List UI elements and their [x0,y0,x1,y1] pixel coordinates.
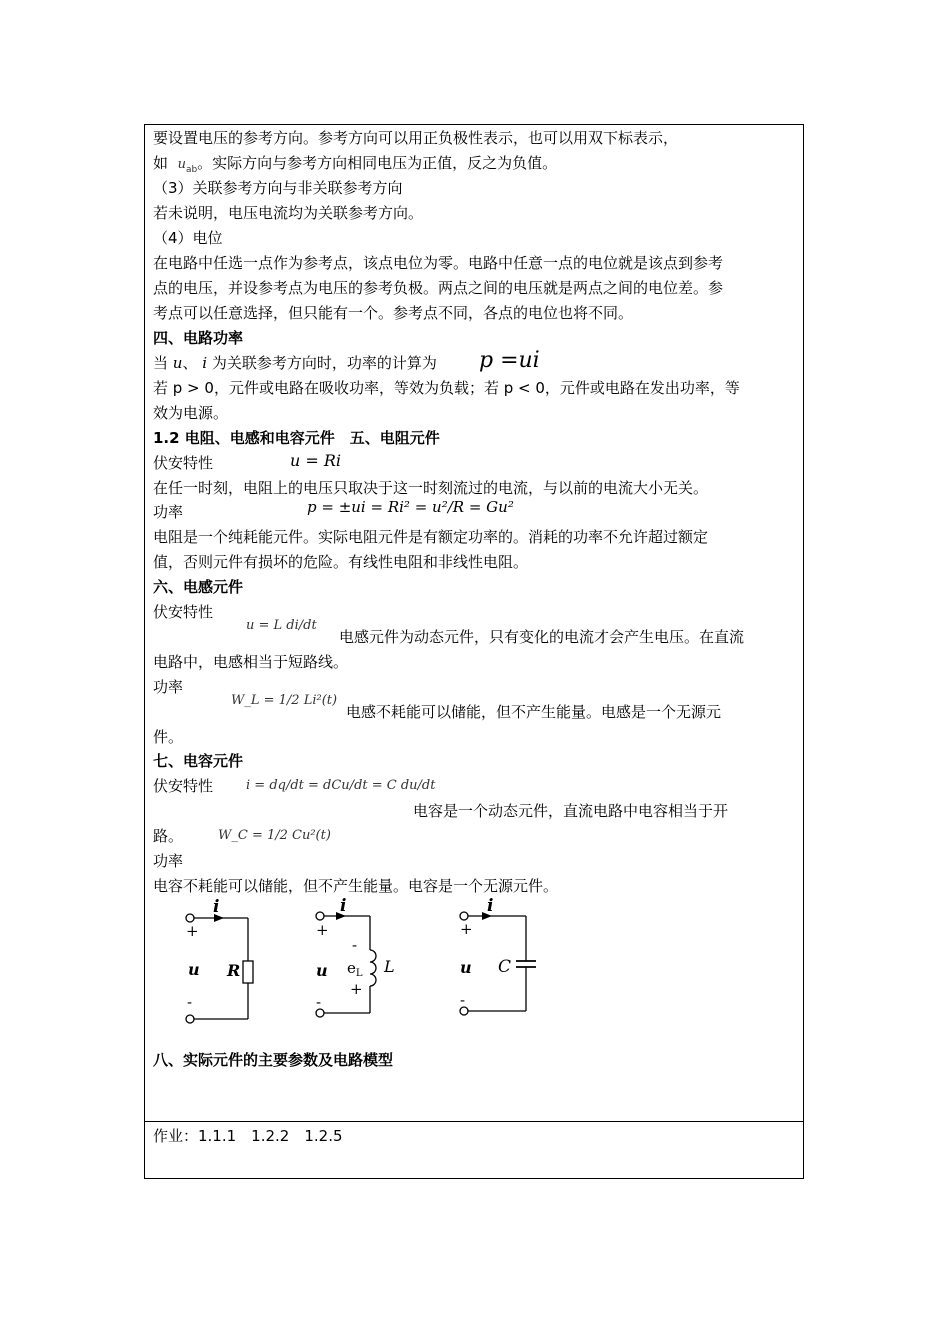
inductor-circuit [316,896,395,1017]
va-label: 伏安特性 [153,454,214,472]
text-line: 考点可以任意选择，但只能有一个。参考点不同，各点的电位也将不同。 [153,304,634,322]
section-heading-resistor: 1.2 电阻、电感和电容元件 五、电阻元件 [153,429,440,447]
section-heading-power: 四、电路功率 [153,329,244,347]
terminal-icon [460,912,468,920]
voltage-label: u [188,960,200,979]
power-label: 功率 [153,678,184,696]
capacitor-va-formula: i = dq/dt = dCu/dt = C du/dt [246,778,436,793]
text-line: 电容是一个动态元件，直流电路中电容相当于开 [413,802,729,820]
section-heading-models: 八、实际元件的主要参数及电路模型 [153,1051,394,1069]
subheading-4: （4）电位 [153,229,223,247]
text-line: 若未说明，电压电流均为关联参考方向。 [153,204,424,222]
section-heading-capacitor: 七、电容元件 [153,752,244,770]
terminal-icon [186,1015,194,1023]
minus-label: - [187,993,193,1011]
inductor-energy-formula: W_L = 1/2 Li²(t) [231,693,338,708]
va-label: 伏安特性 [153,603,214,621]
text-line: 效为电源。 [153,404,229,422]
inductor-va-formula: u = L di/dt [246,618,317,633]
minus-label: - [316,993,322,1011]
plus-label: + [316,921,329,939]
element-label: L [384,957,395,976]
text-line: 要设置电压的参考方向。参考方向可以用正负极性表示，也可以用双下标表示， [153,129,679,147]
capacitor-energy-formula: W_C = 1/2 Cu²(t) [218,828,331,843]
text-line: 在电路中任选一点作为参考点，该点电位为零。电路中任意一点的电位就是该点到参考 [153,254,724,272]
plus-label: + [460,920,473,938]
voltage-label: u [316,961,328,980]
text-line: 件。 [153,728,184,746]
capacitor-circuit [460,896,536,1015]
inductor-coil-icon [370,950,376,986]
text-line: 电感元件为动态元件，只有变化的电流才会产生电压。在直流 [339,628,745,646]
current-label: i [340,896,347,916]
homework-line: 作业：1.1.1 1.2.2 1.2.5 [153,1127,343,1145]
element-label: R [227,961,241,980]
va-label: 伏安特性 [153,777,214,795]
resistor-ohm-formula: u = Ri [290,451,342,470]
power-label: 功率 [153,503,184,521]
text-line: 在任一时刻，电阻上的电压只取决于这一时刻流过的电流，与以前的电流大小无关。 [153,479,709,497]
text-line: 电路中，电感相当于短路线。 [153,653,349,671]
current-label: i [213,897,220,917]
voltage-label: u [460,958,472,977]
minus-label: - [460,991,466,1009]
power-formula: p =ui [479,348,540,373]
emf-label: $e_L$ [347,959,363,979]
text-line: 若 p > 0，元件或电路在吸收功率，等效为负载；若 p < 0，元件或电路在发出功率，等 [153,379,740,397]
resistor-icon [243,961,253,983]
text-line: 当 u、 i 为关联参考方向时，功率的计算为 [153,354,437,372]
emf-plus-label: + [350,980,363,998]
emf-minus-label: - [352,936,358,954]
resistor-circuit [186,897,253,1023]
current-label: i [487,896,494,916]
element-label: C [498,957,512,977]
table-row-divider [144,1121,804,1122]
terminal-icon [186,914,194,922]
power-label: 功率 [153,852,184,870]
circuit-diagrams [144,895,804,1035]
subheading-3: （3）关联参考方向与非关联参考方向 [153,179,403,197]
terminal-icon [316,912,324,920]
text-line: 电容不耗能可以储能，但不产生能量。电容是一个无源元件。 [153,877,559,895]
text-line: 如 $u_{ab}$。实际方向与参考方向相同电压为正值，反之为负值。 [153,154,558,175]
text-line: 路。 [153,827,184,845]
plus-label: + [186,922,199,940]
text-line: 值，否则元件有损坏的危险。有线性电阻和非线性电阻。 [153,553,529,571]
text-line: 点的电压，并设参考点为电压的参考负极。两点之间的电压就是两点之间的电位差。参 [153,279,724,297]
text-line: 电感不耗能可以储能，但不产生能量。电感是一个无源元 [346,703,722,721]
section-heading-inductor: 六、电感元件 [153,578,244,596]
resistor-power-formula: p = ±ui = Ri² = u²/R = Gu² [307,498,514,516]
text-line: 电阻是一个纯耗能元件。实际电阻元件是有额定功率的。消耗的功率不允许超过额定 [153,528,709,546]
